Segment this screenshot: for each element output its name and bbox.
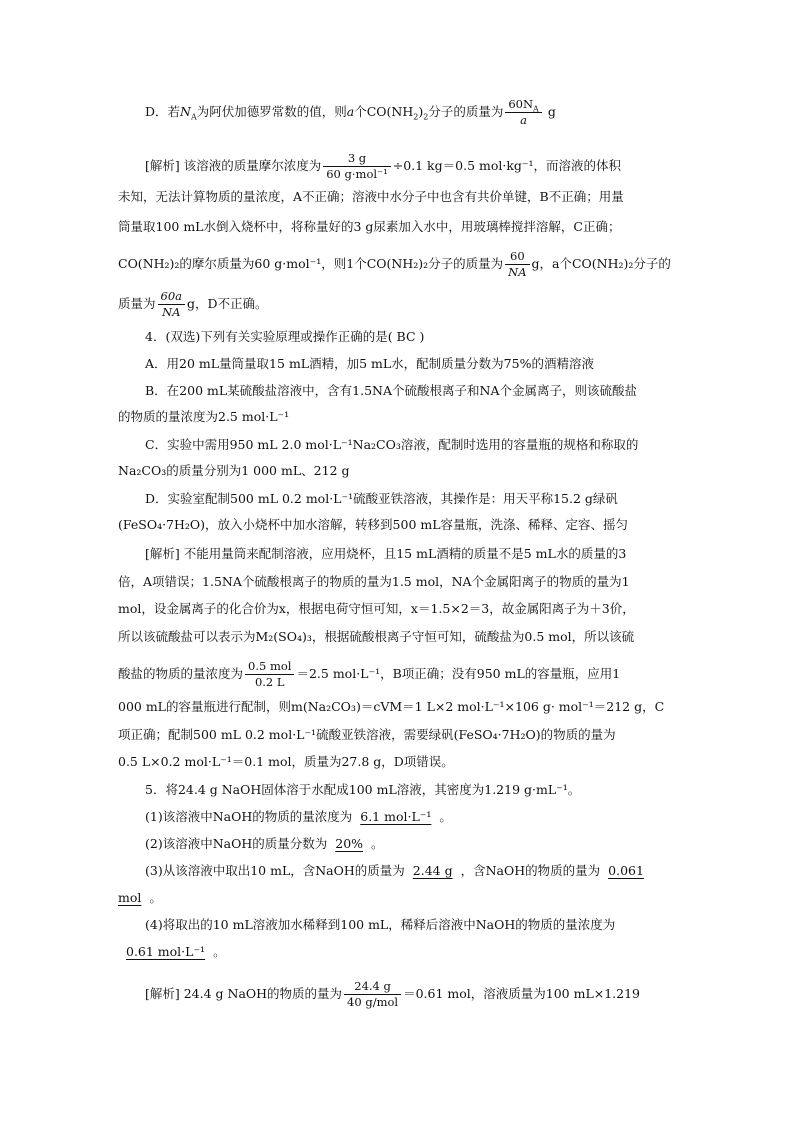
- q4-analysis-line-6: 000 mL的容量瓶进行配制，则m(Na₂CO₃)＝cVM＝1 L×2 mol·L⁻¹×106 g· mol⁻¹＝212 g，C: [118, 699, 665, 714]
- q4-analysis-line-3: mol，设金属离子的化合价为x，根据电荷守恒可知，x＝1.5×2＝3，故金属阳离子为＋3价，: [118, 601, 635, 616]
- q4-option-b-line-2: 的物质的量浓度为2.5 mol·L⁻¹: [118, 409, 290, 424]
- fraction: $\frac{\text{0.5 mol}}{0.2 L}$: [245, 660, 294, 689]
- question-4-stem: 4．(双选)下列有关实验原理或操作正确的是( BC ): [145, 329, 425, 344]
- q4-option-d-line-2: (FeSO₄·7H₂O)，放入小烧杯中加水溶解，转移到500 mL容量瓶，洗涤、稀释、定容、摇匀: [118, 517, 629, 532]
- fraction: $\frac{60a}{NA}$: [158, 290, 186, 319]
- q4-analysis-line-4: 所以该硫酸盐可以表示为M₂(SO₄)₃，根据硫酸根离子守恒可知，硫酸盐为0.5 mol，所以该硫: [118, 629, 635, 644]
- answer-blank: 0.61 mol·L⁻¹: [126, 944, 206, 959]
- q4-option-a: A．用20 mL量筒量取15 mL酒精，加5 mL水，配制质量分数为75%的酒精溶液: [145, 356, 594, 371]
- q4-analysis-line-8: 0.5 L×0.2 mol·L⁻¹＝0.1 mol，质量为27.8 g，D项错误。: [118, 754, 454, 769]
- fraction: $\frac{60N_A}{a}$: [505, 98, 541, 127]
- q4-option-b-line-1: B．在200 mL某硫酸盐溶液中，含有1.5NA个硫酸根离子和NA个金属离子，则该硫酸盐: [145, 383, 637, 398]
- option-d-line: D．若$N_A$为阿伏加德罗常数的值，则a个$CO(NH_2)_2$分子的质量为 $\frac{60N_A}{a}$ g: [145, 97, 556, 127]
- q3-analysis-line-5: 质量为 $\frac{60a}{NA}$ g，D不正确。: [118, 289, 268, 319]
- q5-part-4: (4)将取出的10 mL溶液加水稀释到100 mL，稀释后溶液中NaOH的物质的量浓度为: [145, 917, 616, 932]
- q4-option-d-line-1: D．实验室配制500 mL 0.2 mol·L⁻¹硫酸亚铁溶液，其操作是：用天平称15.2 g绿矾: [145, 491, 618, 506]
- q5-part-3-cont: mol 。: [118, 890, 162, 905]
- fraction: $\frac{24.4 g}{\text{40 g/mol}}$: [344, 980, 401, 1009]
- answer-blank: 0.061: [608, 863, 644, 878]
- answer-blank: mol: [118, 890, 142, 905]
- fraction: $\frac{60}{NA}$: [505, 250, 529, 279]
- q5-analysis-line-1: [解析] 24.4 g NaOH的物质的量为 $\frac{24.4 g}{\text{40 g/mol}}$ ＝0.61 mol，溶液质量为100 mL×1.219: [145, 979, 641, 1009]
- answer-blank: 2.44 g: [412, 863, 453, 878]
- q4-analysis-line-5: 酸盐的物质的量浓度为 $\frac{\text{0.5 mol}}{0.2 L}$ ＝2.5 mol·L⁻¹，B项正确；没有950 mL的容量瓶，应用1: [118, 659, 621, 689]
- q5-part-2: (2)该溶液中NaOH的质量分数为 20% 。: [145, 836, 384, 851]
- q3-analysis-line-4: CO(NH₂)₂的摩尔质量为60 g·mol⁻¹，则1个CO(NH₂)₂分子的质量为 $\frac{60}{NA}$ g，a个CO(NH₂)₂分子的: [118, 249, 671, 279]
- q4-analysis-line-2: 倍，A项错误；1.5NA个硫酸根离子的物质的量为1.5 mol，NA个金属阳离子的物质的量为1: [118, 574, 630, 589]
- q5-part-4-cont: 0.61 mol·L⁻¹ 。: [118, 943, 684, 961]
- fraction: $\frac{3 g}{\text{60 g·mol⁻¹}}$: [323, 152, 391, 181]
- q3-analysis-line-1: [解析] 该溶液的质量摩尔浓度为 $\frac{3 g}{\text{60 g·mol⁻¹}}$ ÷0.1 kg＝0.5 mol·kg⁻¹，而溶液的体积: [145, 151, 622, 181]
- q4-analysis-line-7: 项正确；配制500 mL 0.2 mol·L⁻¹硫酸亚铁溶液，需要绿矾(FeSO₄·7H₂O)的物质的量为: [118, 727, 616, 742]
- q3-analysis-line-2: 未知，无法计算物质的量浓度，A不正确；溶液中水分子中也含有共价单键，B不正确；用量: [118, 189, 624, 204]
- q5-part-1: (1)该溶液中NaOH的物质的量浓度为 6.1 mol·L⁻¹ 。: [145, 809, 452, 824]
- q4-option-c-line-2: Na₂CO₃的质量分别为1 000 mL、212 g: [118, 463, 350, 478]
- q3-analysis-line-3: 筒量取100 mL水倒入烧杯中，将称量好的3 g尿素加入水中，用玻璃棒搅拌溶解，C正确；: [118, 219, 621, 234]
- question-5-stem: 5．将24.4 g NaOH固体溶于水配成100 mL溶液，其密度为1.219 g·mL⁻¹。: [145, 782, 581, 797]
- q5-part-3: (3)从该溶液中取出10 mL，含NaOH的质量为 2.44 g ，含NaOH的物质的量为 0.061: [145, 862, 684, 880]
- answer-blank: 6.1 mol·L⁻¹: [360, 809, 432, 824]
- answer-blank: 20%: [335, 836, 364, 851]
- q4-analysis-line-1: [解析] 不能用量筒来配制溶液，应用烧杯，且15 mL酒精的质量不是5 mL水的质量的3: [145, 546, 627, 561]
- q4-option-c-line-1: C．实验中需用950 mL 2.0 mol·L⁻¹Na₂CO₃溶液，配制时选用的容量瓶的规格和称取的: [145, 437, 639, 452]
